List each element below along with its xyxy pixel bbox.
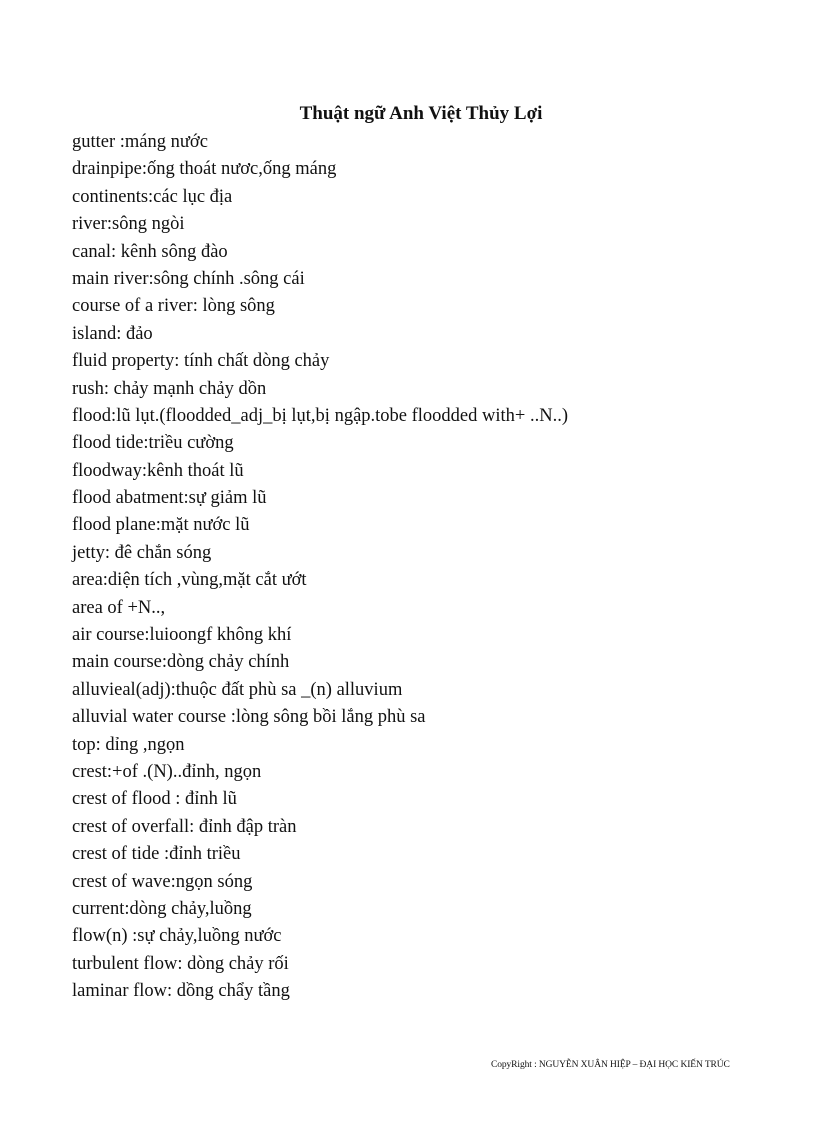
term-entry: area:diện tích ,vùng,mặt cắt ướt [72,570,307,591]
term-entry: crest of flood : đỉnh lũ [72,789,237,810]
term-entry: gutter :máng nước [72,132,208,152]
term-entry: fluid property: tính chất dòng chảy [72,351,330,372]
term-entry: crest of overfall: đỉnh đập tràn [72,816,297,837]
term-entry: crest:+of .(N)..đỉnh, ngọn [72,761,262,782]
term-entry: flood:lũ lụt.(floodded_adj_bị lụt,bị ngập.tobe floodded with+ ..N..) [72,405,568,426]
term-entry: main river:sông chính .sông cái [72,268,305,289]
term-entry: river:sông ngòi [72,214,185,235]
term-entry: current:dòng chảy,luồng [72,898,252,919]
term-entry: jetty: đê chắn sóng [72,542,212,563]
term-entry: laminar flow: dồng chẩy tầng [72,981,290,1002]
term-entry: area of +N.., [72,597,166,618]
term-entry: crest of wave:ngọn sóng [72,871,253,892]
term-entry: top: dỉng ,ngọn [72,734,185,755]
term-entry: air course:luioongf không khí [72,625,292,646]
term-entry: turbulent flow: dòng chảy rối [72,953,289,974]
term-entry: alluvieal(adj):thuộc đất phù sa _(n) alluvium [72,679,403,700]
term-entry: flood abatment:sự giảm lũ [72,488,267,509]
term-entry: canal: kênh sông đào [72,241,228,262]
term-entry: main course:dòng chảy chính [72,652,290,673]
term-entry: flood tide:triều cường [72,433,234,454]
term-entry: course of a river: lòng sông [72,296,275,317]
term-entry: flow(n) :sự chảy,luồng nước [72,926,282,947]
copyright-footer: CopyRight : NGUYỄN XUÂN HIỆP – ĐẠI HỌC KIẾN TRÚC [491,1060,730,1070]
term-list [72,129,568,1006]
page-title: Thuật ngữ Anh Việt Thủy Lợi [299,103,543,124]
term-entry: floodway:kênh thoát lũ [72,460,244,481]
term-entry: island: đảo [72,323,153,344]
term-entry: rush: chảy mạnh chảy dồn [72,378,267,399]
term-entry: drainpipe:ống thoát nươc,ống máng [72,159,337,180]
term-entry: alluvial water course :lòng sông bồi lắng phù sa [72,707,426,728]
term-entry: crest of tide :đỉnh triều [72,844,241,865]
term-entry: flood plane:mặt nước lũ [72,515,250,536]
term-entry: continents:các lục địa [72,186,233,207]
